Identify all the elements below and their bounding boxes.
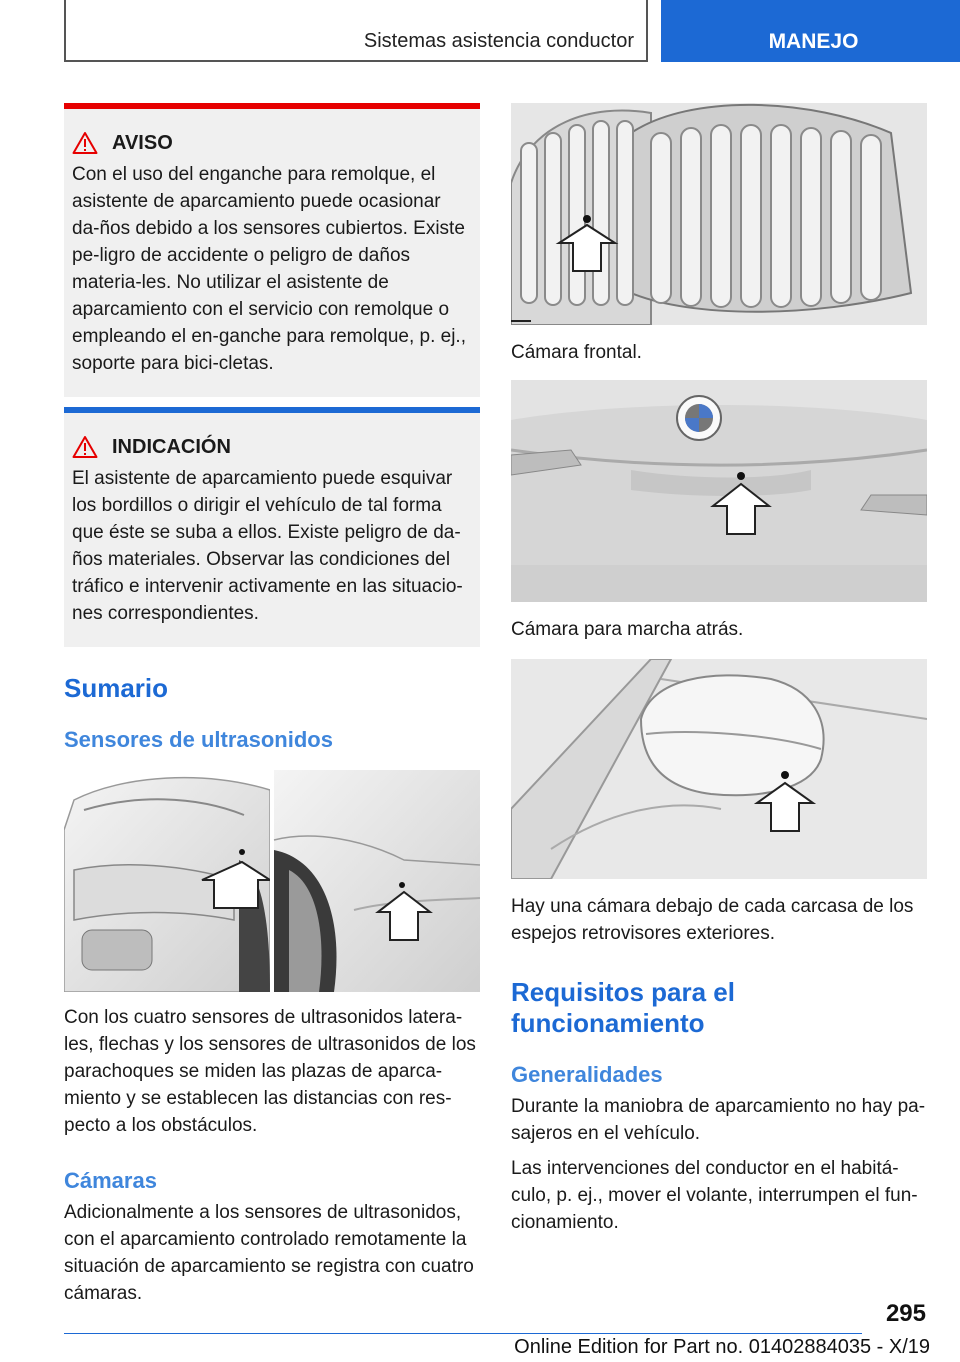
right-column [511,103,927,1236]
footer-divider [64,1333,862,1334]
warning-triangle-icon [72,435,98,459]
header-section-box [64,0,648,62]
page-number: 295 [885,1300,926,1327]
section-heading-sumario: Sumario [64,673,169,703]
ultrasonic-sensors-illustration [64,770,480,992]
note-title: INDICACIÓN [112,435,231,458]
header-chapter-label: MANEJO [768,30,859,53]
subheading-cameras: Cámaras [64,1168,157,1193]
sensors-description: Con los cuatro sensores de ultrasonidos latera-les, flechas y los sensores de ultrasonidos de los parachoques se miden las plazas de aparca-miento y se establecen las distancias con res-pecto a los obstáculos. [64,1007,476,1136]
cameras-description: Adicionalmente a los sensores de ultrasonidos, con el aparcamiento controlado remotamente la situación de aparcamiento se registra con cuatro cámaras. [64,1202,474,1304]
caption-mirror-camera: Hay una cámara debajo de cada carcasa de los espejos retrovisores exteriores. [511,896,914,944]
caption-front-camera: Cámara frontal. [511,342,642,363]
warning-text: Con el uso del enganche para remolque, el asistente de aparcamiento puede ocasionar da-ños debido a los sensores cubiertos. Existe pe-ligro de accidente o peligro de daños materia-les. No utilizar el asistente de aparcamiento con el servicio con remolque o empleando el en-ganche para remolque, p. ej., soporte para bici-cletas. [72,164,466,374]
rear-camera-illustration [511,380,927,602]
subheading-general: Generalidades [511,1062,663,1087]
left-column [64,103,480,1307]
note-box [64,407,480,647]
header-chapter-tab [661,0,960,62]
mirror-camera-illustration [511,659,927,879]
general-paragraph-2: Las intervenciones del conductor en el habitá-culo, p. ej., mover el volante, interrumpen el fun-cionamiento. [511,1158,918,1233]
general-paragraph-1: Durante la maniobra de aparcamiento no hay pa-sajeros en el vehículo. [511,1096,926,1144]
section-heading-requirements: Requisitos para el funcionamiento [511,977,735,1038]
warning-triangle-icon [72,131,98,155]
note-text: El asistente de aparcamiento puede esquivar los bordillos o dirigir el vehículo de tal forma que éste se suba a ellos. Existe peligro de da-ños materiales. Observar las condiciones del tráfico e intervenir activamente en las situacio-nes correspondientes. [72,468,463,624]
header-section-title: Sistemas asistencia conductor [363,30,634,52]
warning-title: AVISO [112,131,173,154]
footer-edition-text: Online Edition for Part no. 01402884035 - X/19 [514,1336,930,1358]
front-camera-illustration [511,103,927,325]
warning-box [64,103,480,397]
caption-rear-camera: Cámara para marcha atrás. [511,619,744,640]
subheading-ultrasonic-sensors: Sensores de ultrasonidos [64,727,333,752]
